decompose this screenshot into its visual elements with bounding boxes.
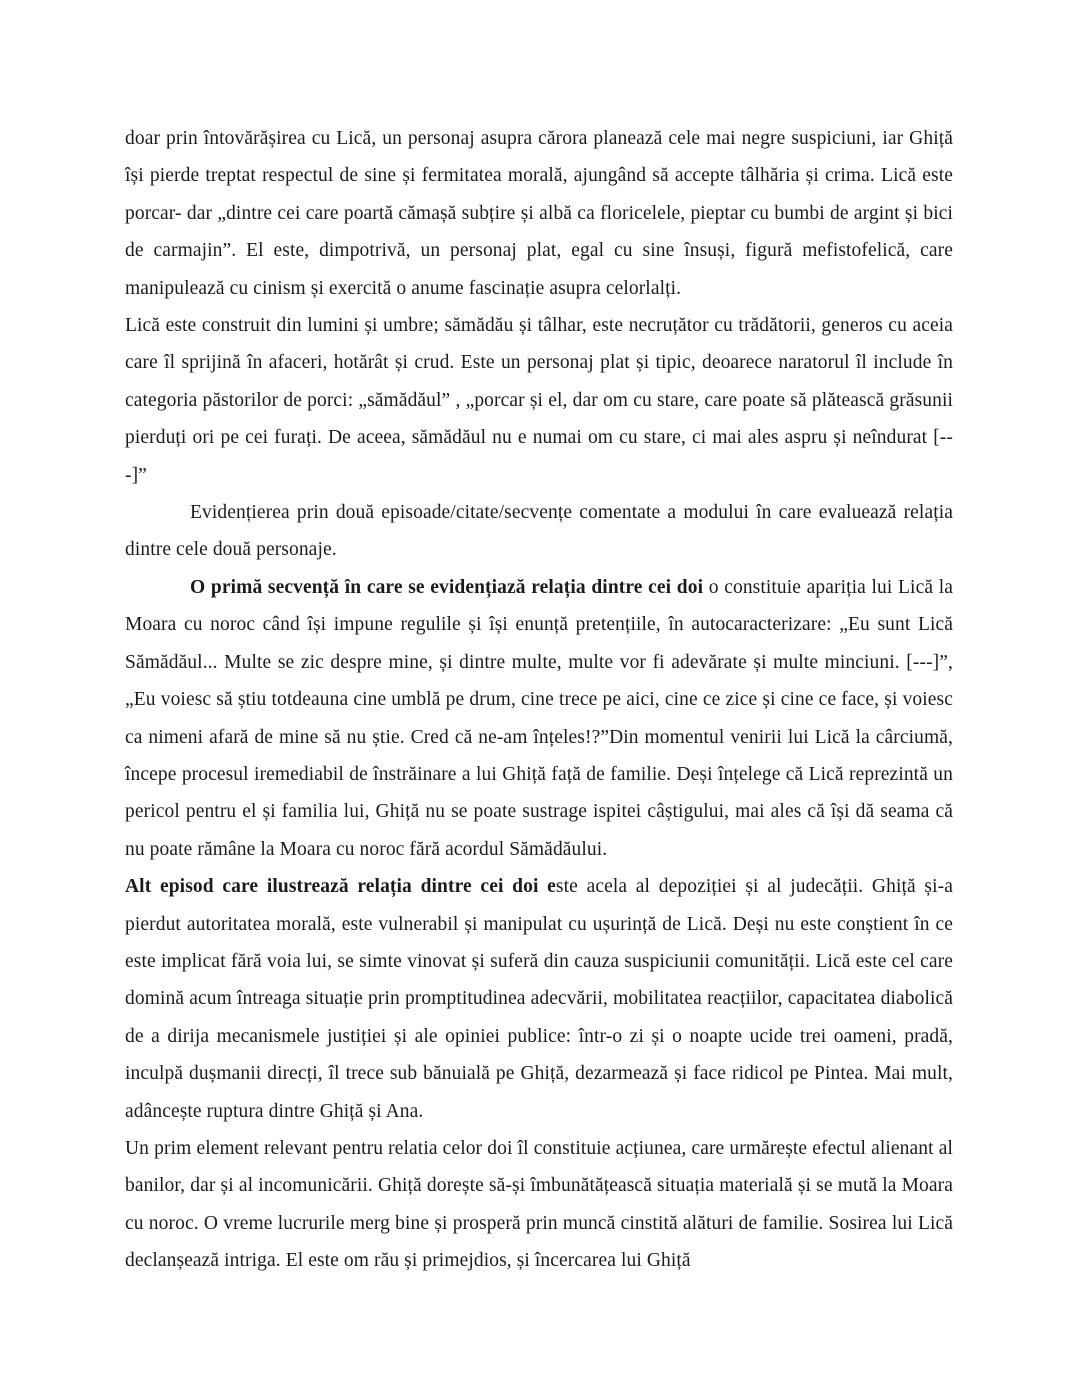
paragraph <box>125 569 953 868</box>
paragraph <box>125 307 953 494</box>
text-run: o constituie apariția lui Lică la Moara cu noroc când își impune regulile și își enunță pretențiile, în autocaracterizare: „Eu sunt Lică Sămădăul... Multe se zic despre mine, și dintre multe, multe vor fi adevărate și multe minciuni. [---]”, „Eu voiesc să știu totdeauna cine umblă pe drum, cine trece pe aici, cine ce zice și cine ce face, și voiesc ca nimeni afară de mine să nu știe. Cred că ne-am înțeles!?”Din momentul venirii lui Lică la cârciumă, începe procesul iremediabil de înstrăinare a lui Ghiță față de familie. Deși înțelege că Lică reprezintă un pericol pentru el și familia lui, Ghiță nu se poate sustrage ispitei câștigului, mai ales că își dă seama că nu poate rămâne la Moara cu noroc fără acordul Sămădăului. <box>125 576 953 860</box>
text-run: Un prim element relevant pentru relatia celor doi îl constituie acțiunea, care urmărește efectul alienant al banilor, dar și al incomunicării. Ghiță dorește să-și îmbunătățească situația materială și se mută la Moara cu noroc. O vreme lucrurile merg bine și prosperă prin muncă cinstită alături de familie. Sosirea lui Lică declanșează intriga. El este om rău și primejdios, și încercarea lui Ghiță <box>125 1137 953 1272</box>
paragraph <box>125 1130 953 1280</box>
paragraph <box>125 494 953 569</box>
text-run: ste acela al depoziției și al judecății. Ghiță și-a pierdut autoritatea morală, este vulnerabil și manipulat cu ușurință de Lică. Deși nu este conștient în ce este implicat fără voia lui, se simte vinovat și suferă din cauza suspiciunii comunității. Lică este cel care domină acum întreaga situație prin promptitudinea adecvării, mobilitatea reacțiilor, capacitatea diabolică de a dirija mecanismele justiției și ale opiniei publice: într-o zi și o noapte ucide trei oameni, pradă, inculpă dușmanii direcți, îl trece sub bănuială pe Ghiță, dezarmează și face ridicol pe Pintea. Mai mult, adâncește ruptura dintre Ghiță și Ana. <box>125 876 953 1122</box>
text-run: doar prin întovărășirea cu Lică, un personaj asupra cărora planează cele mai negre suspiciuni, iar Ghiță își pierde treptat respectul de sine și fermitatea morală, ajungând să accepte tâlhăria și crima. Lică este porcar- dar „dintre cei care poartă cămașă subțire și albă ca floricelele, pieptar cu bumbi de argint și bici de carmajin”. El este, dimpotrivă, un personaj plat, egal cu sine însuși, figură mefistofelică, care manipulează cu cinism și exercită o anume fascinație asupra celorlalți. <box>125 128 953 299</box>
text-run: Evidențierea prin două episoade/citate/secvențe comentate a modului în care evaluează relația dintre cele două personaje. <box>125 502 953 561</box>
document-text <box>125 120 953 1280</box>
text-run-bold: Alt episod care ilustrează relația dintre cei doi e <box>125 876 556 898</box>
paragraph <box>125 120 953 307</box>
text-run: Lică este construit din lumini și umbre; sămădău și tâlhar, este necruțător cu trădătorii, generos cu aceia care îl sprijină în afaceri, hotărât și crud. Este un personaj plat și tipic, deoarece naratorul îl include în categoria păstorilor de porci: „sămădăul” , „porcar și el, dar om cu stare, care poate să plătească grăsunii pierduți ori pe cei furați. De aceea, sămădăul nu e numai om cu stare, ci mai ales aspru și neîndurat [---]” <box>125 315 953 486</box>
paragraph <box>125 868 953 1130</box>
text-run-bold: O primă secvență în care se evidențiază relația dintre cei doi <box>190 576 704 598</box>
